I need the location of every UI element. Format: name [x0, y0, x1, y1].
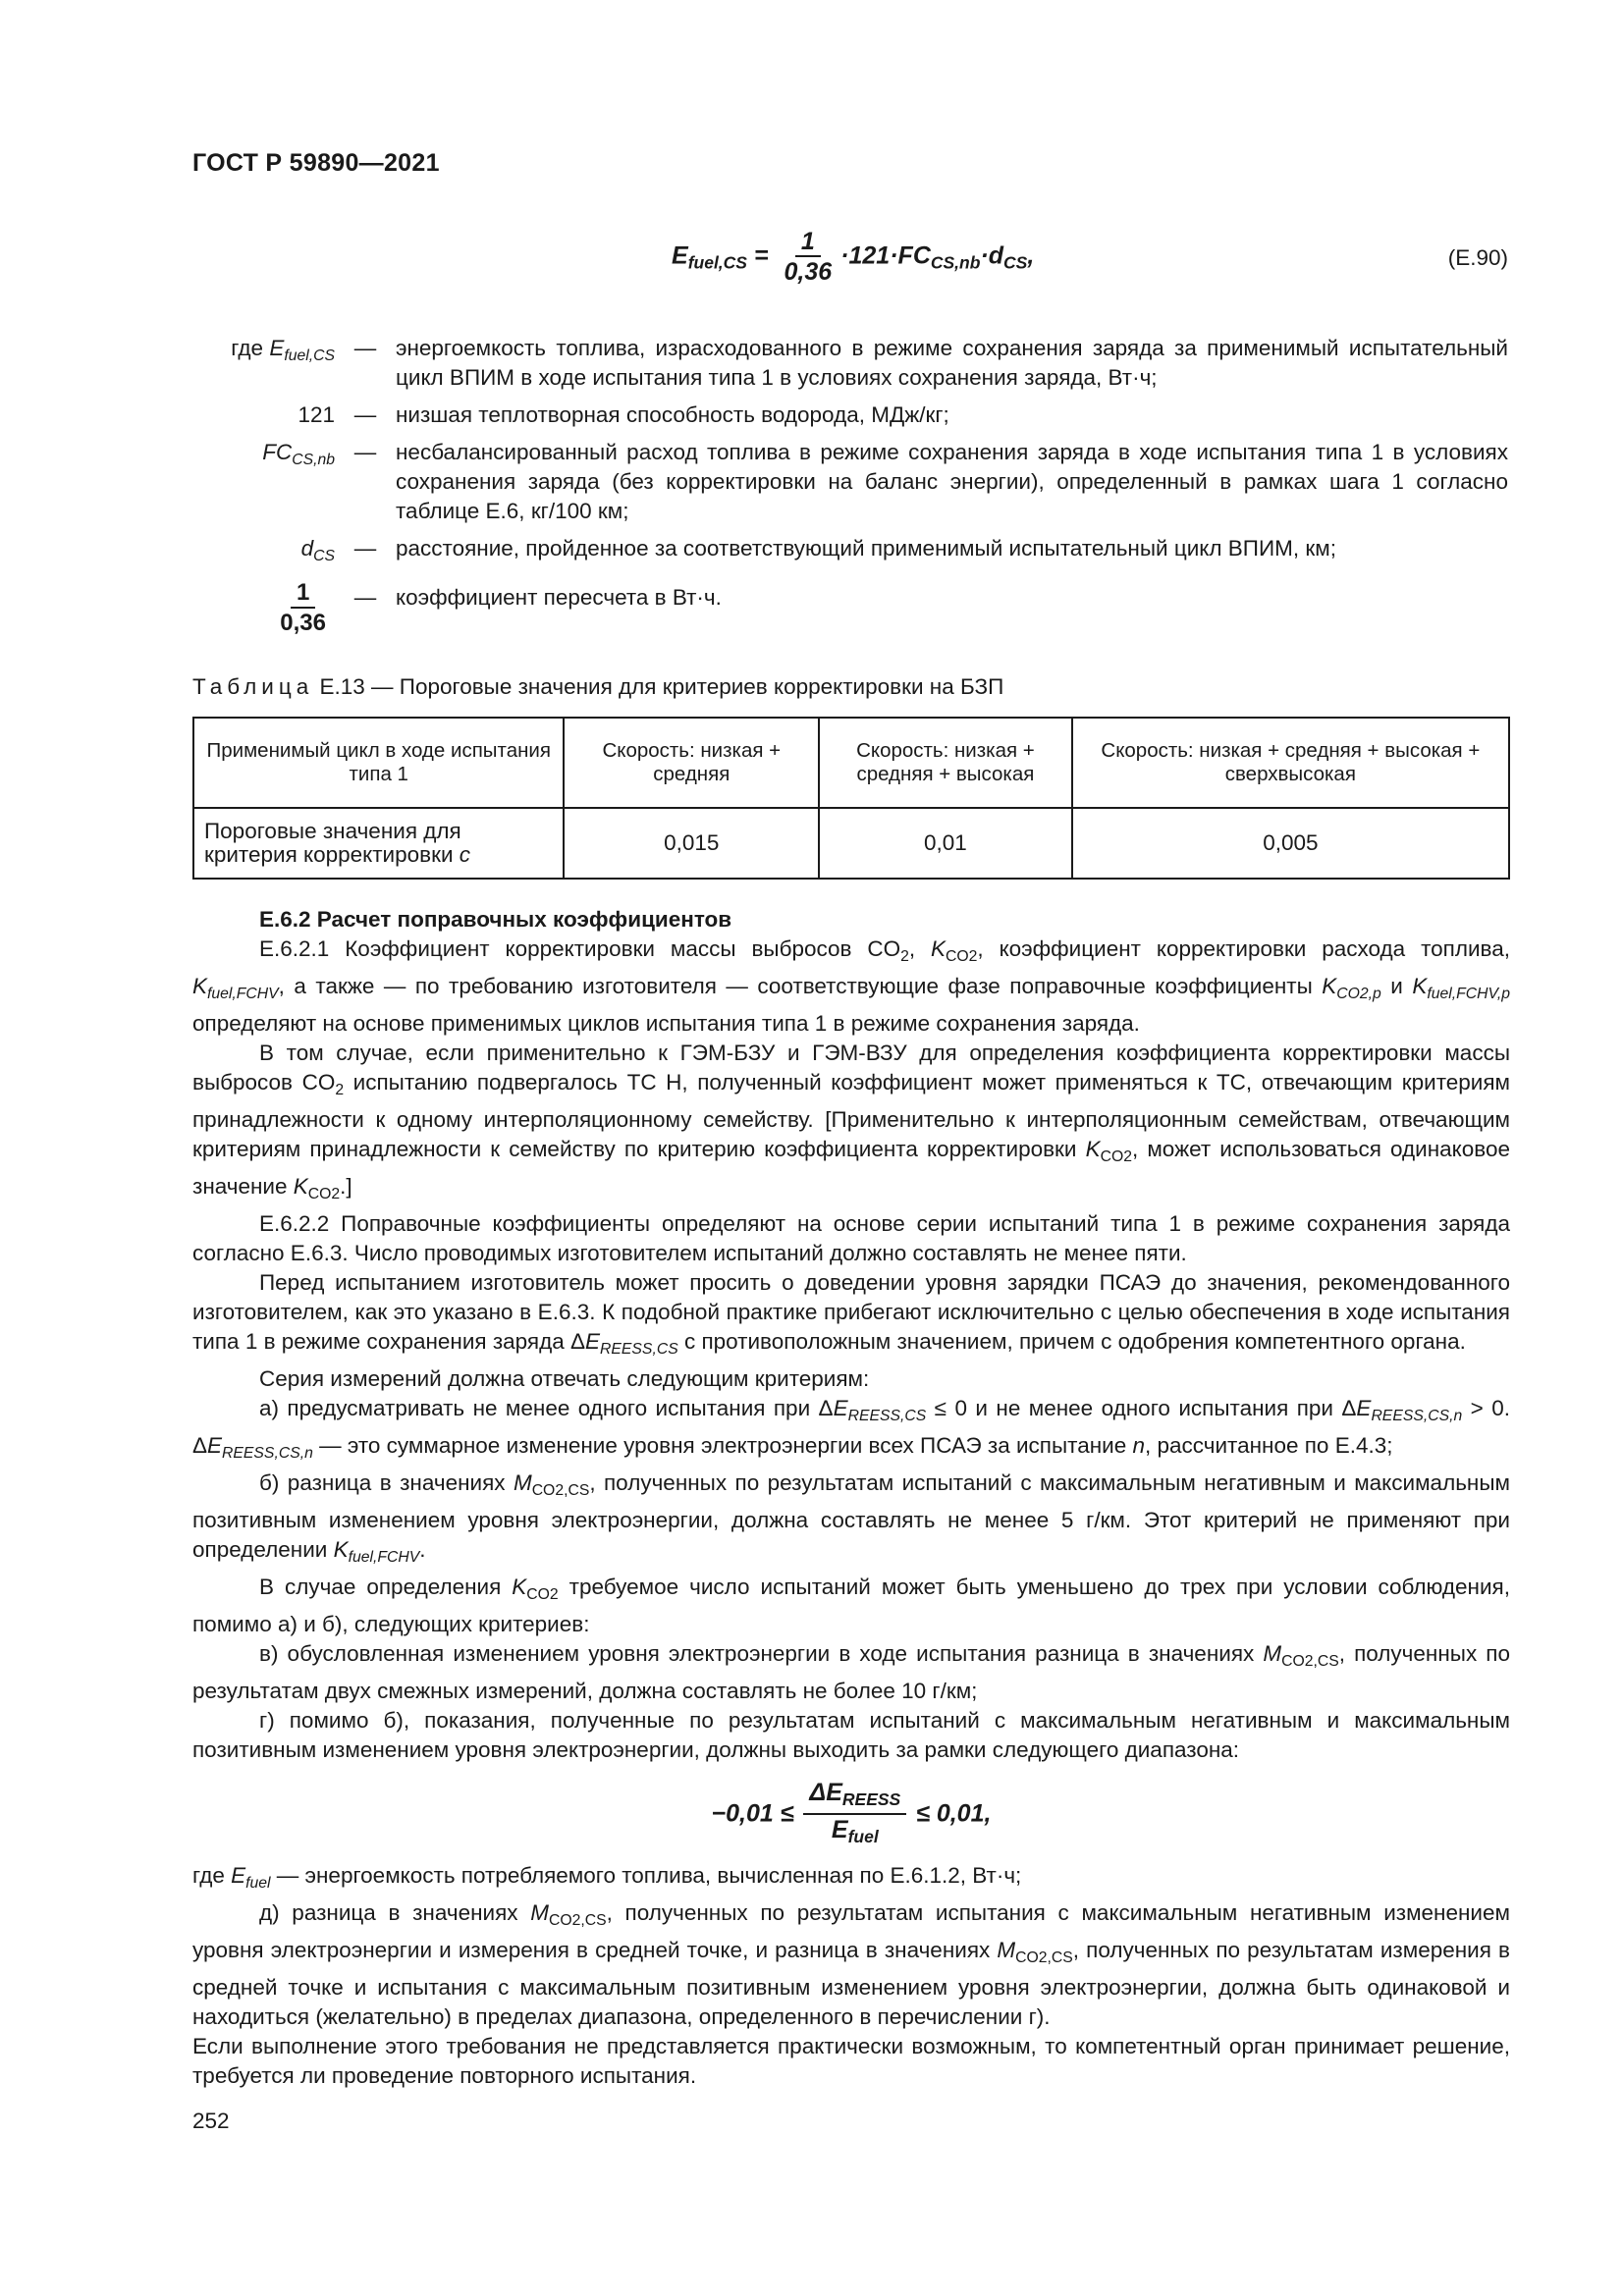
- paragraph: где $E_{fuel}$ — энергоемкость потребляемого топлива, вычисленная по Е.6.1.2, Вт·ч;: [192, 1863, 1022, 1892]
- table-header-cell: Скорость: низкая + средняя + высокая + сверхвысокая: [1072, 718, 1509, 808]
- table-cell: 0,01: [819, 808, 1072, 879]
- page-number: 252: [192, 2109, 230, 2133]
- formula-e90: [192, 228, 1508, 296]
- formula-fraction: $\frac{1}{0,36}$: [784, 228, 833, 286]
- table-header-cell: Применимый цикл в ходе испытания типа 1: [193, 718, 564, 808]
- section-body: [192, 905, 1510, 2091]
- paragraph: Серия измерений должна отвечать следующим критериям:: [259, 1366, 870, 1391]
- definition-item: 121 — низшая теплотворная способность водорода, МДж/кг;: [298, 402, 949, 427]
- table-row: [193, 808, 1509, 879]
- inequality-fraction: $\frac{\Delta E_{REESS}}{E_{fuel}}$: [803, 1779, 906, 1851]
- definition-item: $FC_{CS,nb}$ — несбалансированный расход топлива в режиме сохранения заряда в ходе испытания типа 1 в условиях сохранения заряда (без корректировки на баланс энергии), определенный в рамках шага 1 согласно таблице Е.6, кг/100 км;: [262, 440, 1508, 523]
- list-item: в) обусловленная изменением уровня электроэнергии в ходе испытания разница в значениях $M_{CO2,CS}$, полученных по результатам двух смежных измерений, должна составлять не более 10 г/км;: [192, 1641, 1510, 1703]
- table-row-label: Пороговые значения для критерия корректировки c: [193, 808, 564, 879]
- table-caption: Таблица Е.13 — Пороговые значения для критериев корректировки на БЗП: [192, 674, 1004, 699]
- list-item: б) разница в значениях $M_{CO2,CS}$, полученных по результатам испытаний с максимальным негативным и максимальным позитивным изменением уровня электроэнергии, должна составлять не менее 5 г/км. Этот критерий не применяют при определении $K_{fuel,FCHV}$.: [192, 1470, 1510, 1566]
- paragraph: В том случае, если применительно к ГЭМ-БЗУ и ГЭМ-ВЗУ для определения коэффициента корректировки массы выбросов $CO_2$ испытанию подвергалось ТС H, полученный коэффициент может применяться к ТС, отвечающим критериям принадлежности к одному интерполяционному семейству. [Применительно к интерполяционным семействам, отвечающим критериям принадлежности к семейству по критерию коэффициента корректировки $K_{CO2}$, может использоваться одинаковое значение $K_{CO2}$.]: [192, 1041, 1511, 1202]
- table-header-cell: Скорость: низкая + средняя + высокая: [819, 718, 1072, 808]
- formula-expression: $E_{fuel,CS}$ = $\frac{1}{0,36}$ $\cdot 121\cdot FC_{CS,nb}\cdot d_{CS}$,: [672, 228, 1035, 286]
- table-header-cell: Скорость: низкая + средняя: [564, 718, 819, 808]
- definition-item: где $E_{fuel,CS}$ — энергоемкость топлива, израсходованного в режиме сохранения заряда за применимый испытательный цикл ВПИМ в ходе испытания типа 1 в условиях сохранения заряда, Вт·ч;: [231, 336, 1508, 390]
- paragraph: Перед испытанием изготовитель может просить о доведении уровня зарядки ПСАЭ до значения, рекомендованного изготовителем, как это указано в Е.6.3. К подобной практике прибегают исключительно с целью обеспечения в ходе испытания типа 1 в режиме сохранения заряда $\Delta E_{REESS,CS}$ с противоположным значением, причем с одобрения компетентного органа.: [192, 1270, 1510, 1358]
- table-header-row: [193, 718, 1509, 808]
- list-item: а) предусматривать не менее одного испытания при $\Delta E_{REESS,CS} \le 0$ и не менее одного испытания при $\Delta E_{REESS,CS,n} > 0$. $\Delta E_{REESS,CS,n}$ — это суммарное изменение уровня электроэнергии всех ПСАЭ за испытание n, рассчитанное по Е.4.3;: [192, 1396, 1510, 1462]
- definitions-list: [192, 334, 1508, 646]
- threshold-table: [192, 717, 1510, 880]
- section-heading: Е.6.2 Расчет поправочных коэффициентов: [259, 907, 732, 932]
- list-item: г) помимо б), показания, полученные по результатам испытаний с максимальным негативным и максимальным позитивным изменением уровня электроэнергии, должны выходить за рамки следующего диапазона:: [192, 1708, 1510, 1762]
- paragraph: Если выполнение этого требования не представляется практически возможным, то компетентный орган принимает решение, требуется ли проведение повторного испытания.: [192, 2034, 1510, 2088]
- conversion-fraction: $\frac{1}{0,36}$: [280, 579, 326, 636]
- definition-item: $\frac{1}{0,36}$ — коэффициент пересчета в Вт·ч.: [192, 579, 1508, 638]
- table-cell: 0,015: [564, 808, 819, 879]
- table-cell: 0,005: [1072, 808, 1509, 879]
- paragraph: Е.6.2.1 Коэффициент корректировки массы выбросов $CO_2$, $K_{CO2}$, коэффициент корректировки расхода топлива, $K_{fuel,FCHV}$, а также — по требованию изготовителя — соответствующие фазе поправочные коэффициенты $K_{CO2,p}$ и $K_{fuel,FCHV,p}$ определяют на основе применимых циклов испытания типа 1 в режиме сохранения заряда.: [192, 936, 1510, 1036]
- document-header: ГОСТ Р 59890—2021: [192, 149, 440, 177]
- list-item: д) разница в значениях $M_{CO2,CS}$, полученных по результатам испытания с максимальным негативным изменением уровня электроэнергии и измерения в средней точке, и разница в значениях $M_{CO2,CS}$, полученных по результатам измерения в средней точке и испытания с максимальным позитивным изменением уровня электроэнергии, должна быть одинаковой и находиться (желательно) в пределах диапазона, определенного в перечислении г).: [192, 1900, 1510, 2029]
- paragraph: В случае определения $K_{CO2}$ требуемое число испытаний может быть уменьшено до трех при условии соблюдения, помимо а) и б), следующих критериев:: [192, 1575, 1510, 1636]
- paragraph: Е.6.2.2 Поправочные коэффициенты определяют на основе серии испытаний типа 1 в режиме сохранения заряда согласно Е.6.3. Число проводимых изготовителем испытаний должно составлять не менее пяти.: [192, 1211, 1510, 1265]
- inequality-formula: −0,01 ≤ $\frac{\Delta E_{REESS}}{E_{fuel}}$ ≤ 0,01,: [192, 1779, 1510, 1851]
- definition-item: $d_{CS}$ — расстояние, пройденное за соответствующий применимый испытательный цикл ВПИМ, км;: [300, 536, 1336, 564]
- equation-number: (Е.90): [1447, 245, 1508, 270]
